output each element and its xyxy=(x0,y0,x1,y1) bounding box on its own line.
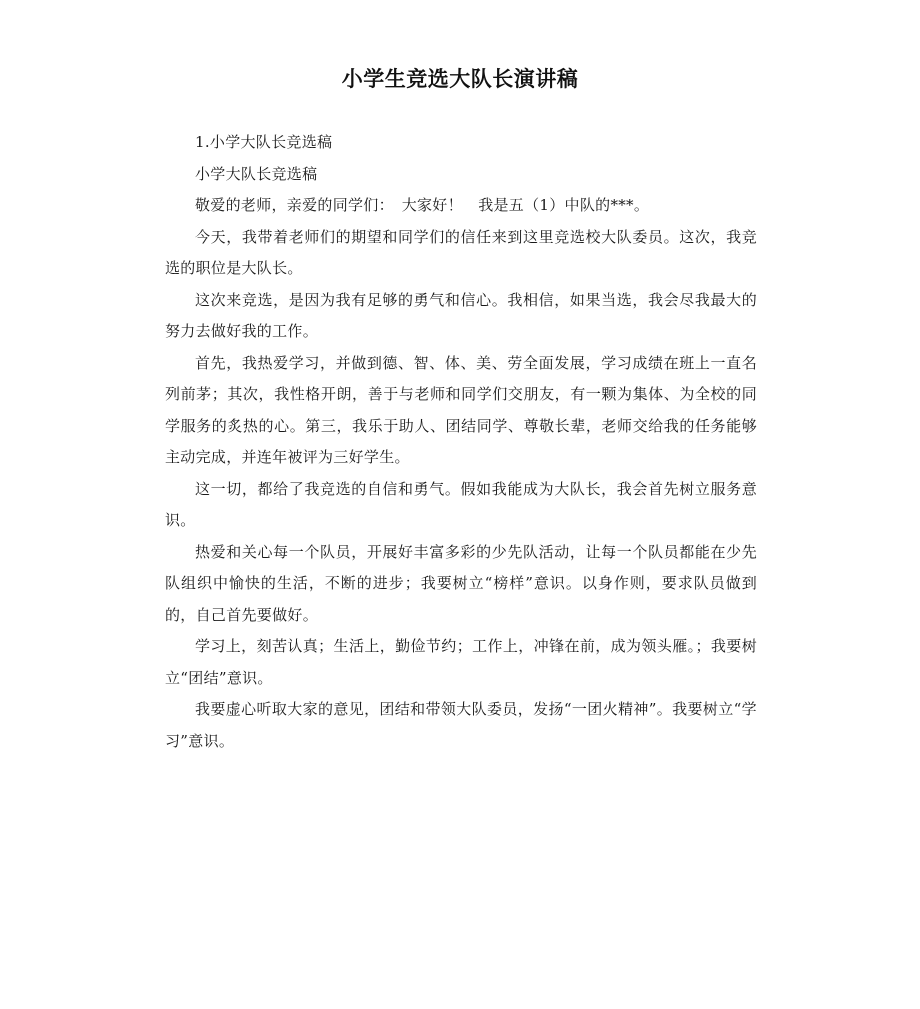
paragraph: 学习上，刻苦认真；生活上，勤俭节约；工作上，冲锋在前，成为领头雁。；我要树立“团结”意识。 xyxy=(165,637,757,687)
document-body xyxy=(165,127,757,757)
paragraph: 今天，我带着老师们的期望和同学们的信任来到这里竞选校大队委员。这次，我竞选的职位是大队长。 xyxy=(165,227,757,277)
document-title: 小学生竞选大队长演讲稿 xyxy=(341,67,579,91)
paragraph: 首先，我热爱学习，并做到德、智、体、美、劳全面发展，学习成绩在班上一直名列前茅；其次，我性格开朗，善于与老师和同学们交朋友，有一颗为集体、为全校的同学服务的炙热的心。第三，我乐于助人、团结同学、尊敬长辈，老师交给我的任务能够主动完成，并连年被评为三好学生。 xyxy=(165,353,757,466)
paragraph: 小学大队长竞选稿 xyxy=(195,164,318,183)
paragraph: 这次来竞选，是因为我有足够的勇气和信心。我相信，如果当选，我会尽我最大的努力去做好我的工作。 xyxy=(165,290,757,340)
paragraph: 这一切，都给了我竞选的自信和勇气。假如我能成为大队长，我会首先树立服务意识。 xyxy=(165,479,757,529)
paragraph: 热爱和关心每一个队员，开展好丰富多彩的少先队活动，让每一个队员都能在少先队组织中愉快的生活，不断的进步；我要树立“榜样”意识。以身作则，要求队员做到的，自己首先要做好。 xyxy=(165,542,757,624)
paragraph: 敬爱的老师，亲爱的同学们： 大家好！ 我是五（1）中队的***。 xyxy=(195,196,650,214)
paragraph: 我要虚心听取大家的意见，团结和带领大队委员，发扬“一团火精神”。我要树立“学习”意识。 xyxy=(165,700,757,750)
paragraph: 1.小学大队长竞选稿 xyxy=(195,133,333,151)
